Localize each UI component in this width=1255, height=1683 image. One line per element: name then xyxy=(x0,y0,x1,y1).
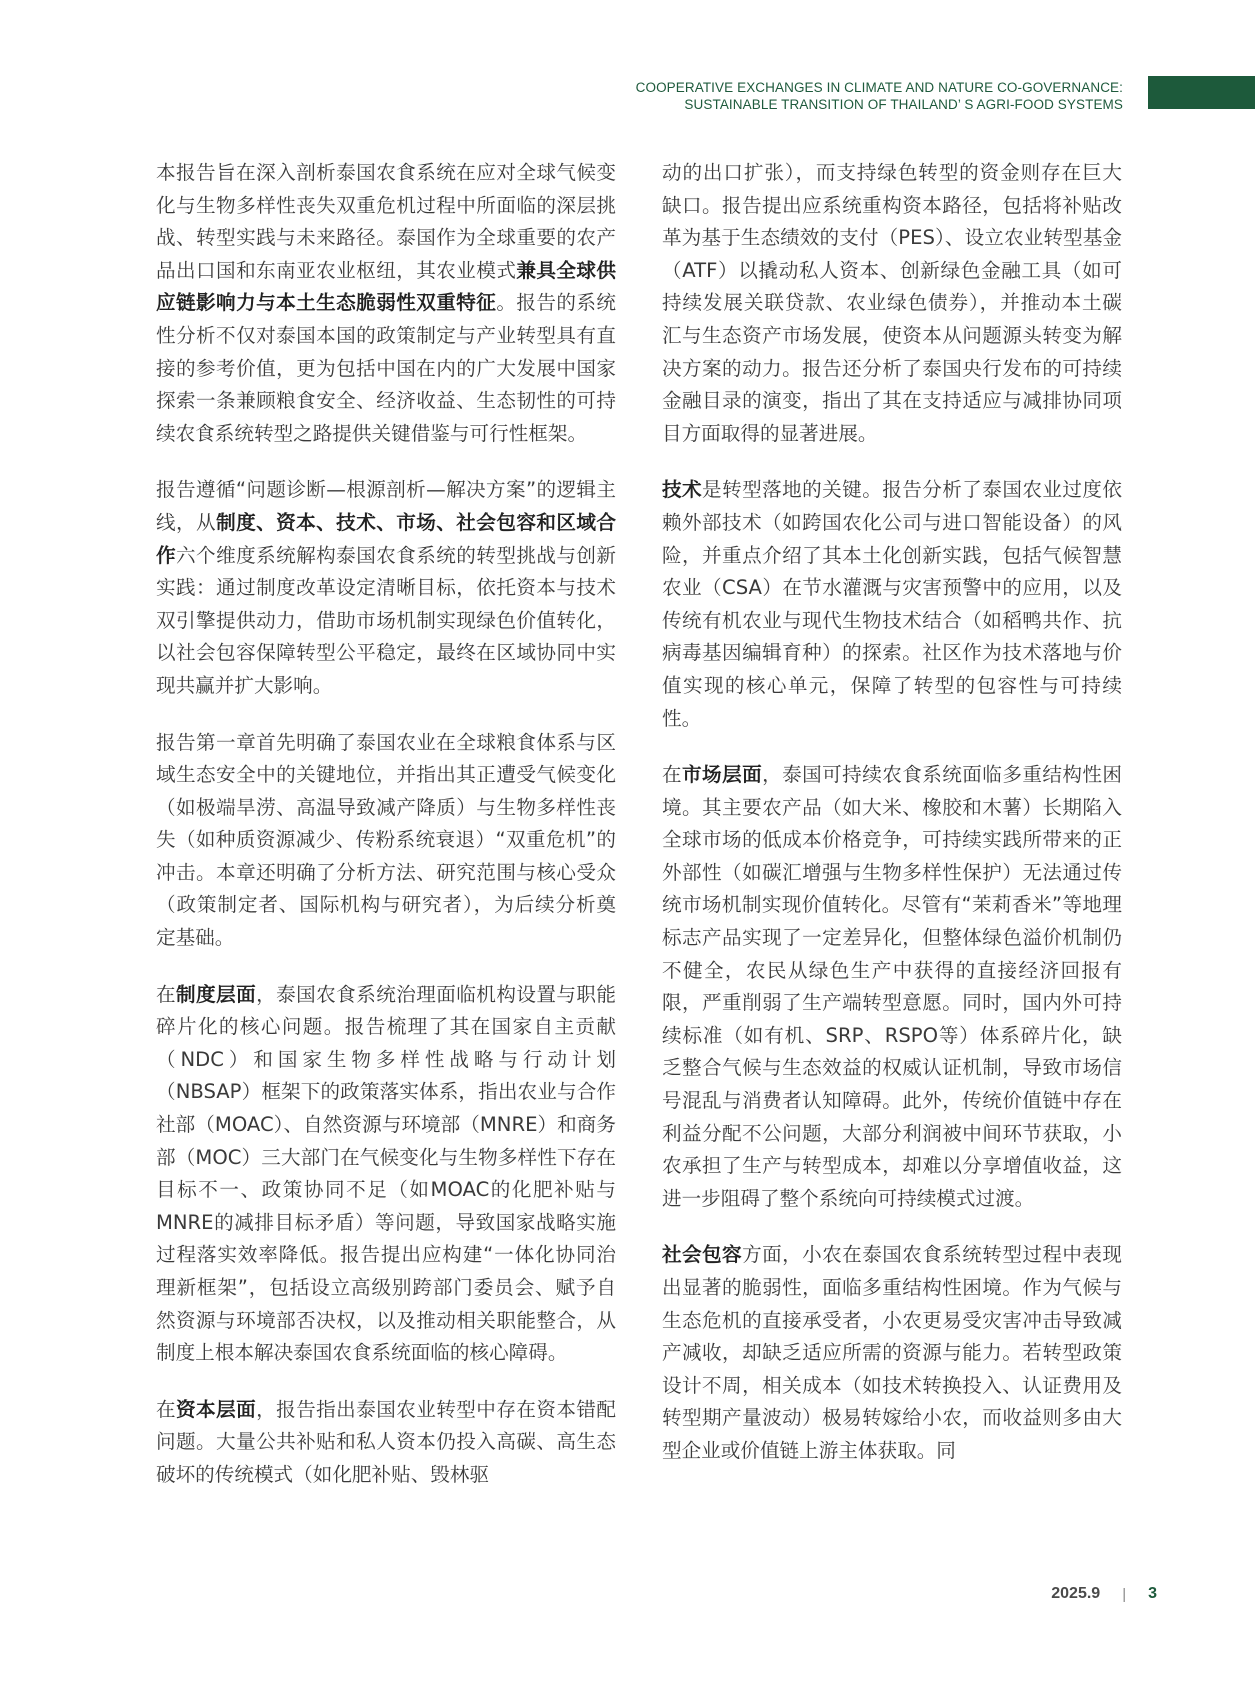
bold-phrase: 社会包容 xyxy=(662,1243,743,1267)
bold-phrase: 资本层面 xyxy=(176,1397,257,1421)
paragraph-technology: 技术是转型落地的关键。报告分析了泰国农业过度依赖外部技术（如跨国农化公司与进口智能设备）的风险，并重点介绍了其本土化创新实践，包括气候智慧农业（CSA）在节水灌溉与灾害预警中的应用，以及传统有机农业与现代生物技术结合（如稻鸭共作、抗病毒基因编辑育种）的探索。社区作为技术落地与价值实现的核心单元，保障了转型的包容性与可持续性。 xyxy=(662,478,1123,730)
running-header xyxy=(636,79,1123,113)
running-header-line-2: SUSTAINABLE TRANSITION OF THAILAND’ S AGRI-FOOD SYSTEMS xyxy=(684,97,1123,112)
header-accent-bar xyxy=(1148,76,1255,109)
paragraph-market: 在市场层面，泰国可持续农食系统面临多重结构性困境。其主要农产品（如大米、橡胶和木薯）长期陷入全球市场的低成本价格竞争，可持续实践所带来的正外部性（如碳汇增强与生物多样性保护）无法通过传统市场机制实现价值转化。尽管有“茉莉香米”等地理标志产品实现了一定差异化，但整体绿色溢价机制仍不健全，农民从绿色生产中获得的直接经济回报有限，严重削弱了生产端转型意愿。同时，国内外可持续标准（如有机、SRP、RSPO等）体系碎片化，缺乏整合气候与生态效益的权威认证机制，导致市场信号混乱与消费者认知障碍。此外，传统价值链中存在利益分配不公问题，大部分利润被中间环节获取，小农承担了生产与转型成本，却难以分享增值收益，这进一步阻碍了整个系统向可持续模式过渡。 xyxy=(662,763,1123,1210)
page-footer xyxy=(1051,1585,1157,1603)
paragraph-social-inclusion: 社会包容方面，小农在泰国农食系统转型过程中表现出显著的脆弱性，面临多重结构性困境。作为气候与生态危机的直接承受者，小农更易受灾害冲击导致减产减收，却缺乏适应所需的资源与能力。若转型政策设计不周，相关成本（如技术转换投入、认证费用及转型期产量波动）极易转嫁给小农，而收益则多由大型企业或价值链上游主体获取。同 xyxy=(662,1243,1123,1462)
paragraph-chapter-one: 报告第一章首先明确了泰国农业在全球粮食体系与区域生态安全中的关键地位，并指出其正遭受气候变化（如极端旱涝、高温导致减产降质）与生物多样性丧失（如种质资源减少、传粉系统衰退）“双重危机”的冲击。本章还明确了分析方法、研究范围与核心受众（政策制定者、国际机构与研究者），为后续分析奠定基础。 xyxy=(156,730,616,950)
bold-phrase: 技术 xyxy=(662,478,703,502)
running-header-line-1: COOPERATIVE EXCHANGES IN CLIMATE AND NATURE CO-GOVERNANCE: xyxy=(635,80,1123,95)
left-column xyxy=(156,157,616,1516)
paragraph-capital: 在资本层面，报告指出泰国农业转型中存在资本错配问题。大量公共补贴和私人资本仍投入高碳、高生态破坏的传统模式（如化肥补贴、毁林驱 xyxy=(156,1397,617,1486)
paragraph-capital-continued: 动的出口扩张），而支持绿色转型的资金则存在巨大缺口。报告提出应系统重构资本路径，包括将补贴改革为基于生态绩效的支付（PES）、设立农业转型基金（ATF）以撬动私人资本、创新绿色金融工具（如可持续发展关联贷款、农业绿色债券），并推动本土碳汇与生态资产市场发展，使资本从问题源头转变为解决方案的动力。报告还分析了泰国央行发布的可持续金融目录的演变，指出了其在支持适应与减排协同项目方面取得的显著进展。 xyxy=(662,161,1122,445)
paragraph-logic: 报告遵循“问题诊断—根源剖析—解决方案”的逻辑主线，从制度、资本、技术、市场、社会包容和区域合作六个维度系统解构泰国农食系统的转型挑战与创新实践：通过制度改革设定清晰目标，依托资本与技术双引擎提供动力，借助市场机制实现绿色价值转化，以社会包容保障转型公平稳定，最终在区域协同中实现共赢并扩大影响。 xyxy=(156,478,617,697)
right-column xyxy=(662,157,1122,1492)
bold-phrase: 兼具全球供应链影响力与本土生态脆弱性双重特征 xyxy=(156,258,617,315)
bold-phrase: 市场层面 xyxy=(682,763,763,787)
publication-date: 2025.9 xyxy=(1051,1585,1101,1602)
paragraph-intro: 本报告旨在深入剖析泰国农食系统在应对全球气候变化与生物多样性丧失双重危机过程中所面临的深层挑战、转型实践与未来路径。泰国作为全球重要的农产品出口国和东南亚农业枢纽，其农业模式兼具全球供应链影响力与本土生态脆弱性双重特征。报告的系统性分析不仅对泰国本国的政策制定与产业转型具有直接的参考价值，更为包括中国在内的广大发展中国家探索一条兼顾粮食安全、经济收益、生态韧性的可持续农食系统转型之路提供关键借鉴与可行性框架。 xyxy=(156,161,617,445)
bold-phrase: 制度层面 xyxy=(176,982,257,1006)
page-number: 3 xyxy=(1148,1585,1157,1602)
paragraph-institutional: 在制度层面，泰国农食系统治理面临机构设置与职能碎片化的核心问题。报告梳理了其在国家自主贡献（NDC）和国家生物多样性战略与行动计划（NBSAP）框架下的政策落实体系，指出农业与合作社部（MOAC）、自然资源与环境部（MNRE）和商务部（MOC）三大部门在气候变化与生物多样性下存在目标不一、政策协同不足（如MOAC的化肥补贴与MNRE的减排目标矛盾）等问题，导致国家战略实施过程落实效率降低。报告提出应构建“一体化协同治理新框架”，包括设立高级别跨部门委员会、赋予自然资源与环境部否决权，以及推动相关职能整合，从制度上根本解决泰国农食系统面临的核心障碍。 xyxy=(156,982,617,1365)
footer-separator: | xyxy=(1122,1585,1127,1603)
bold-phrase: 制度、资本、技术、市场、社会包容和区域合作 xyxy=(156,510,617,567)
